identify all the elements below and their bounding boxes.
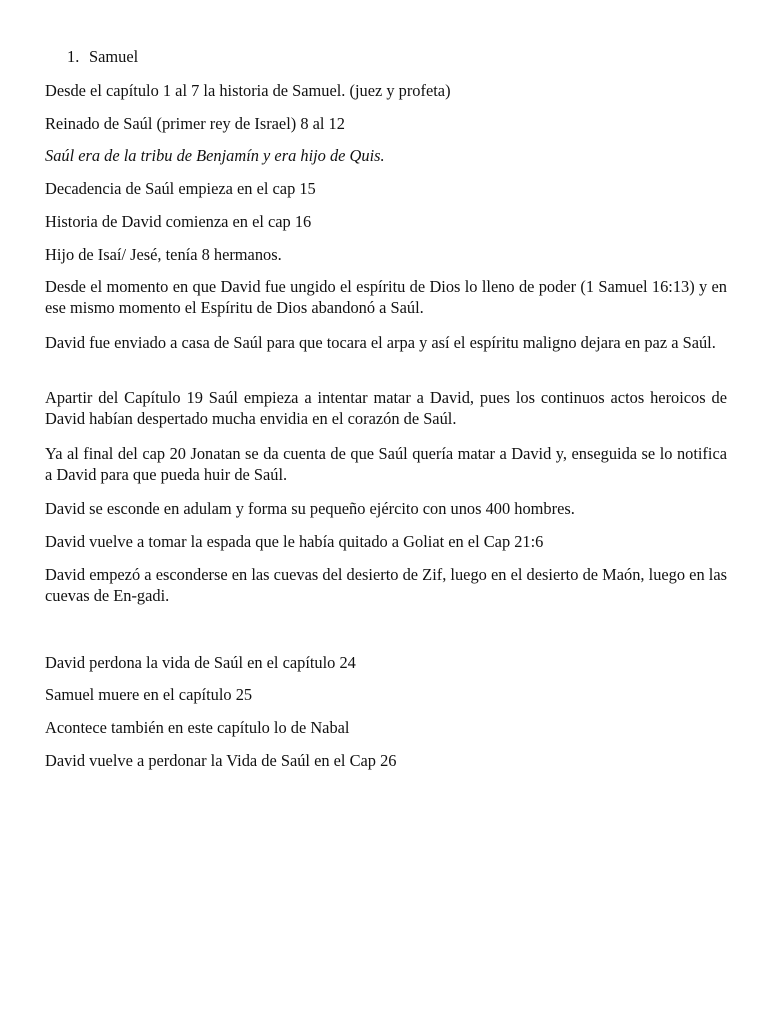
paragraph: David vuelve a tomar la espada que le había quitado a Goliat en el Cap 21:6 — [45, 532, 544, 551]
paragraph: David se esconde en adulam y forma su pequeño ejército con unos 400 hombres. — [45, 499, 575, 518]
paragraph: Reinado de Saúl (primer rey de Israel) 8 al 12 — [45, 114, 345, 133]
paragraph: David vuelve a perdonar la Vida de Saúl en el Cap 26 — [45, 751, 397, 770]
paragraph: Ya al final del cap 20 Jonatan se da cuenta de que Saúl quería matar a David y, enseguida se lo notifica a David para que pueda huir de Saúl. — [45, 444, 727, 484]
paragraph: Desde el momento en que David fue ungido el espíritu de Dios lo lleno de poder (1 Samuel 16:13) y en ese mismo momento el Espíritu de Dios abandonó a Saúl. — [45, 277, 727, 317]
paragraph: David perdona la vida de Saúl en el capítulo 24 — [45, 653, 356, 672]
paragraph: Historia de David comienza en el cap 16 — [45, 212, 312, 231]
paragraph: Samuel muere en el capítulo 25 — [45, 685, 253, 704]
paragraph: Decadencia de Saúl empieza en el cap 15 — [45, 179, 316, 198]
list-number: 1. — [67, 47, 80, 66]
paragraph-italic: Saúl era de la tribu de Benjamín y era hijo de Quis. — [45, 146, 385, 165]
section-title: Samuel — [89, 47, 139, 66]
paragraph: Apartir del Capítulo 19 Saúl empieza a intentar matar a David, pues los continuos actos heroicos de David habían despertado mucha envidia en el corazón de Saúl. — [45, 388, 727, 428]
paragraph: David empezó a esconderse en las cuevas del desierto de Zif, luego en el desierto de Maón, luego en las cuevas de En-gadi. — [45, 565, 727, 605]
paragraph: Acontece también en este capítulo lo de Nabal — [45, 718, 350, 737]
paragraph: Hijo de Isaí/ Jesé, tenía 8 hermanos. — [45, 245, 282, 264]
paragraph: Desde el capítulo 1 al 7 la historia de Samuel. (juez y profeta) — [45, 81, 451, 100]
paragraph: David fue enviado a casa de Saúl para que tocara el arpa y así el espíritu maligno dejara en paz a Saúl. — [45, 333, 716, 352]
